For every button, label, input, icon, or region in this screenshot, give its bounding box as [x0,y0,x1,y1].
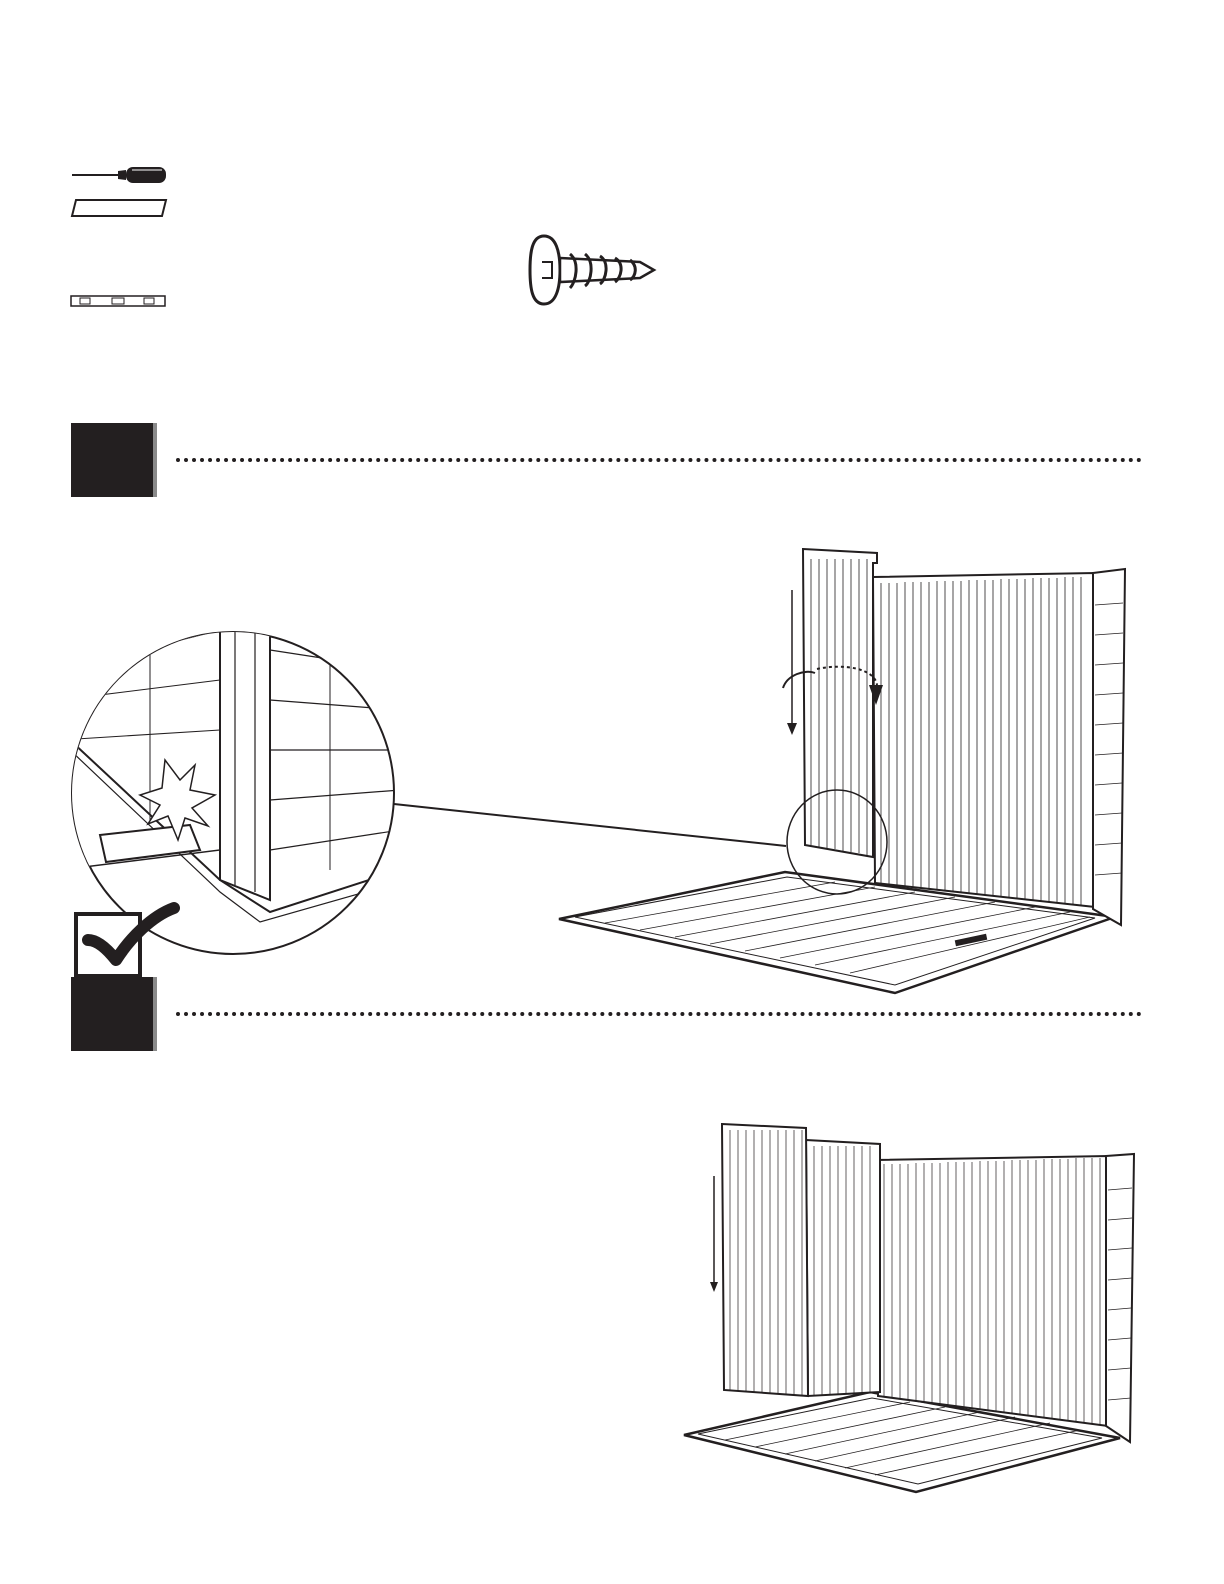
screwdriver-icon [70,164,170,186]
level-icon [70,294,168,308]
step-1-badge [71,423,153,497]
step-1-shed-illustration [555,545,1135,1000]
wood-block-icon [70,198,170,220]
step-2-divider [176,1012,1142,1016]
pan-head-screw-icon [530,232,660,308]
detail-leader-line [390,800,790,850]
step-2-shed-illustration [680,1120,1140,1500]
step-1-divider [176,458,1142,462]
check-icon [74,898,184,978]
step-2-badge [71,977,153,1051]
